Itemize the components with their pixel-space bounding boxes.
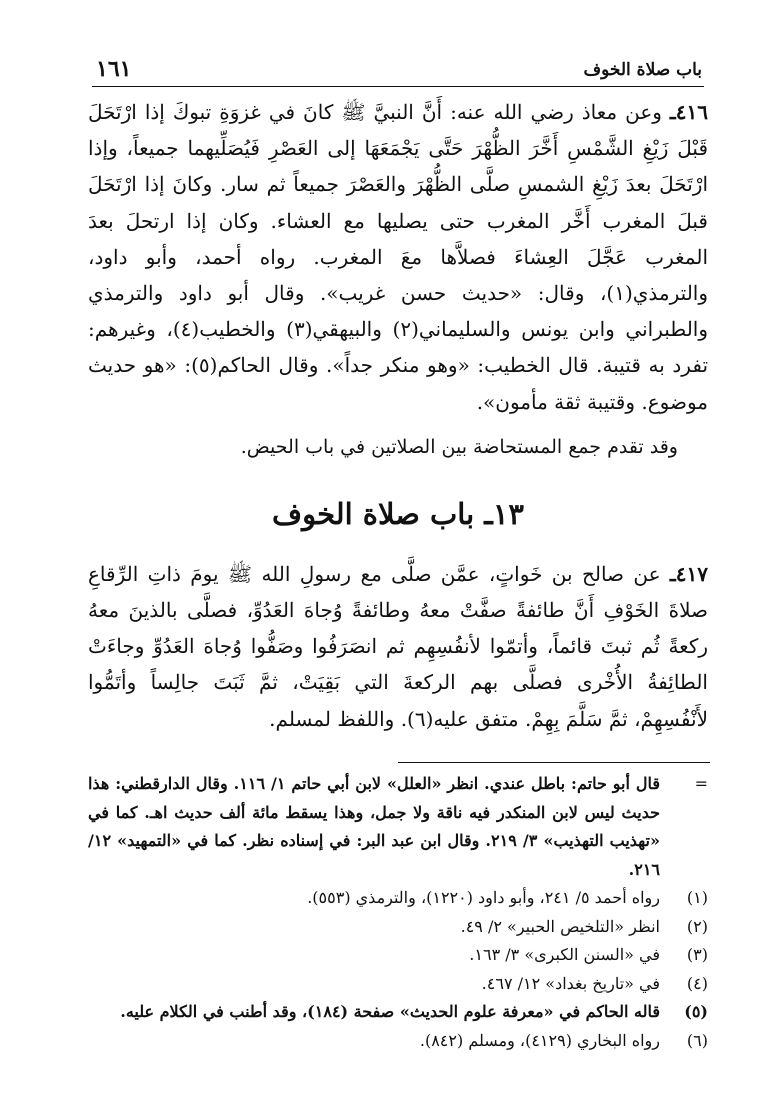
footnote-text: رواه أحمد ٥/ ٢٤١، وأبو داود (١٢٢٠)، والترمذي (٥٥٣).: [307, 888, 660, 907]
hadith-text: وعن معاذ رضي الله عنه: أَنَّ النبيَّ ﷺ كانَ في غزوَةِ تبوكَ إذا ارْتَحَلَ قَبْلَ زَيْغِ الشَّمْسِ أَخَّرَ الظُّهْرَ حَتَّى يَجْمَعَهَا إلى العَصْرِ فَيُصَلِّيهما جميعاً، وإذا ارْتَحَلَ بعدَ زَيْغِ الشمسِ صلَّى الظُّهْرَ والعَصْرَ جميعاً ثم سار. وكانَ إذا ارْتَحَلَ قبلَ المغرب أَخَّر المغرب حتى يصليها مع العشاء. وكان إذا ارتحلَ بعدَ المغرب عَجَّلَ العِشاءَ فصلاَّها معَ المغرب. رواه أحمد، وأبو داود، والترمذي(١)، وقال: «حديث حسن غريب». وقال أبو داود والترمذي والطبراني وابن يونس والسليماني(٢) والبيهقي(٣) والخطيب(٤)، وغيرهم: تفرد به قتيبة. قال الخطيب: «وهو منكر جداً». وقال الحاكم(٥): «هو حديث موضوع. وقتيبة ثقة مأمون».: [88, 100, 709, 414]
hadith-text: عن صالح بن خَواتٍ، عمَّن صلَّى مع رسولِ الله ﷺ يومَ ذاتِ الرِّقاعِ صلاةَ الخَوْفِ أَنَّ طائفةً صفَّتْ معهُ وطائفةً وُجاهَ العَدُوِّ، فصلَّى بالذينَ معهُ ركعةً ثُم ثبتَ قائماً، وأتمّوا لأنفُسِهِم ثم انصَرَفُوا وصَفُّوا وُجاهَ العَدُوِّ وجاءَتْ الطائِفةُ الأُخْرى فصلَّى بهم الركعةَ التي بَقِيَتْ، ثمَّ ثَبَتَ جالِساً وأتَمُّوا لأَنْفُسِهِمْ، ثمَّ سَلَّمَ بِهِمْ. متفق عليه(٦). واللفظ لمسلم.: [88, 561, 708, 731]
continuation-mark: =: [694, 774, 708, 793]
footnote-mark: (٢): [686, 916, 708, 936]
footnote-text: انظر «التلخيص الحبير» ٢/ ٤٩.: [460, 916, 660, 936]
main-text: [88, 94, 708, 737]
footnote-text: قاله الحاكم في «معرفة علوم الحديث» صفحة (١٨٤)، وقد أطنب في الكلام عليه.: [120, 1002, 660, 1021]
running-header: [92, 56, 704, 87]
footnote-text: في «تاريخ بغداد» ١٢/ ٤٦٧.: [481, 973, 660, 993]
footnote-item: [88, 941, 708, 970]
section-heading: ١٣ـ باب صلاة الخوف: [272, 496, 524, 531]
footnote-divider: [398, 762, 710, 763]
hadith-number: ٤١٧ـ: [669, 561, 709, 586]
footnote-item: [88, 970, 708, 999]
hadith-416: [88, 94, 708, 420]
footnotes: [88, 770, 708, 1055]
chapter-title: باب صلاة الخوف: [583, 60, 702, 80]
footnote-mark: (٥): [684, 1002, 708, 1021]
footnote-mark: (٦): [686, 1030, 708, 1050]
hadith-417: [88, 556, 708, 737]
footnote-item: [88, 1027, 708, 1056]
footnote-mark: (٣): [686, 945, 708, 964]
continuation-text: قال أبو حاتم: باطل عندي. انظر «العلل» لابن أبي حاتم ١/ ١١٦. وقال الدارقطني: هذا حديث ليس لابن المنكدر فيه ناقة ولا جمل، وهذا يسقط مائة ألف حديث اهـ. كما في «تهذيب التهذيب» ٣/ ٢١٩. وقال ابن عبد البر: في إسناده نظر. كما في «التمهيد» ١٢/ ٢١٦.: [88, 774, 661, 879]
footnote-continuation: [88, 770, 708, 884]
footnote-item: [88, 884, 708, 913]
hadith-number: ٤١٦ـ: [669, 100, 708, 124]
footnote-mark: (٤): [686, 973, 708, 993]
footnote-text: في «السنن الكبرى» ٣/ ١٦٣.: [469, 945, 660, 964]
footnote-item: [88, 998, 708, 1027]
footnote-item: [88, 913, 708, 942]
footnote-mark: (١): [686, 888, 708, 907]
cross-reference-note: وقد تقدم جمع المستحاضة بين الصلاتين في باب الحيض.: [240, 435, 678, 458]
footnote-text: رواه البخاري (٤١٢٩)، ومسلم (٨٤٢).: [419, 1030, 660, 1050]
page-number: ١٦١: [96, 56, 132, 82]
